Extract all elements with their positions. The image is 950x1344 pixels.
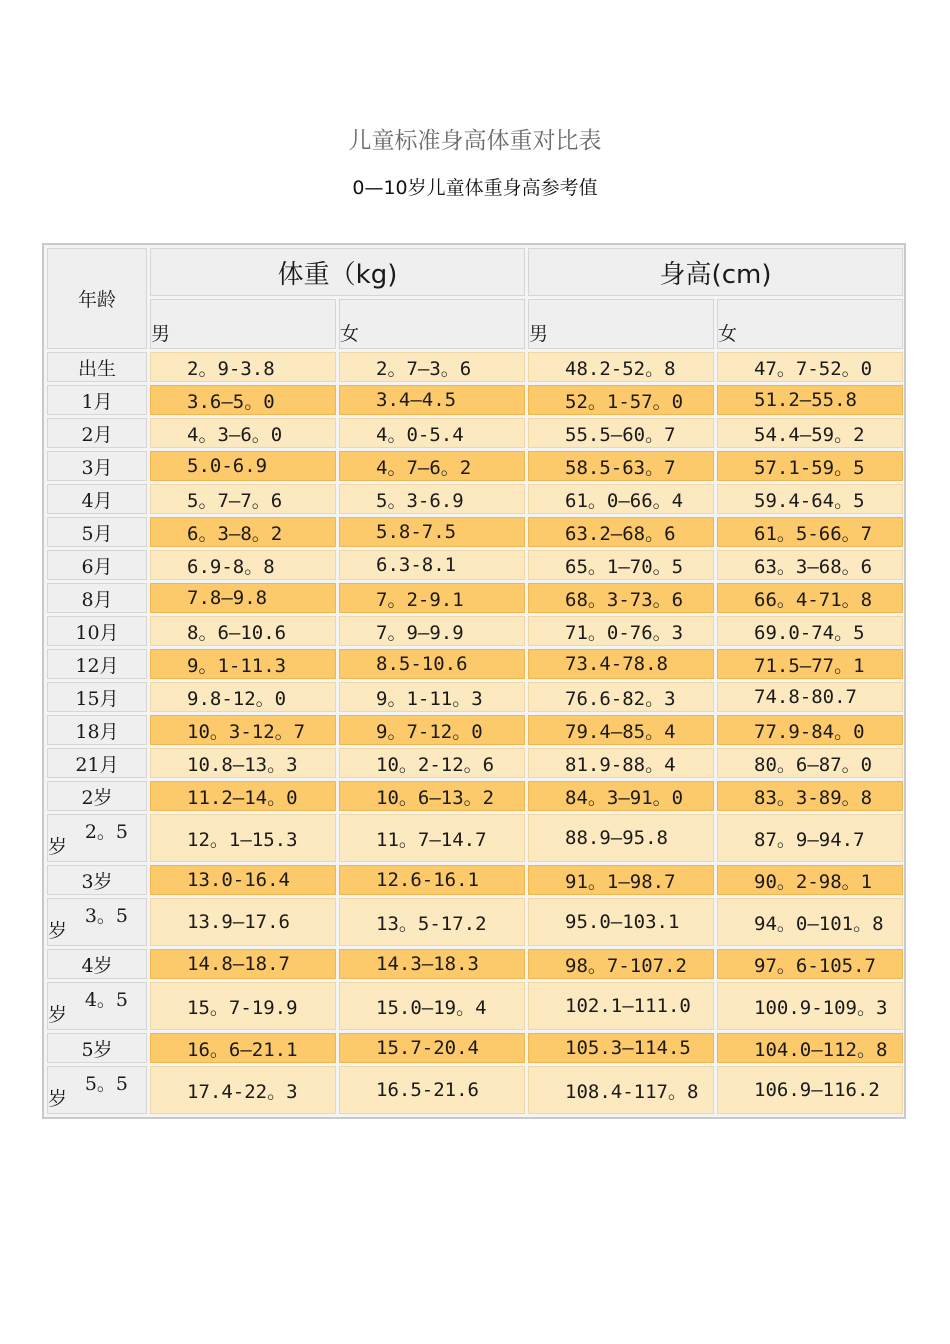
- table-row: [47, 814, 903, 862]
- table-row: [47, 649, 903, 679]
- weight-male-cell: 16。6—21.1: [150, 1033, 336, 1063]
- page-subtitle: 0—10岁儿童体重身高参考值: [352, 177, 598, 199]
- weight-female-cell: 15.0—19。4: [339, 982, 525, 1030]
- height-female-cell: 97。6-105.7: [717, 949, 903, 979]
- weight-female-cell: 4。0-5.4: [339, 418, 525, 448]
- height-female-header: 女: [717, 299, 903, 349]
- table-row: [47, 616, 903, 646]
- height-male-cell: 98。7-107.2: [528, 949, 714, 979]
- weight-male-cell: 11.2—14。0: [150, 781, 336, 811]
- weight-female-cell: 5.8-7.5: [339, 517, 525, 547]
- height-male-cell: 73.4-78.8: [528, 649, 714, 679]
- weight-female-cell: 10。6—13。2: [339, 781, 525, 811]
- weight-male-cell: 17.4-22。3: [150, 1066, 336, 1114]
- weight-female-cell: 7。2-9.1: [339, 583, 525, 613]
- weight-male-cell: 8。6—10.6: [150, 616, 336, 646]
- height-female-cell: 104.0—112。8: [717, 1033, 903, 1063]
- age-cell: 4岁: [47, 949, 147, 979]
- weight-female-cell: 12.6-16.1: [339, 865, 525, 895]
- age-cell: 1月: [47, 385, 147, 415]
- weight-male-cell: 9.8-12。0: [150, 682, 336, 712]
- weight-male-header: 男: [150, 299, 336, 349]
- age-cell: 3月: [47, 451, 147, 481]
- table-body: [47, 352, 903, 1114]
- age-cell: 3岁: [47, 865, 147, 895]
- weight-female-header: 女: [339, 299, 525, 349]
- table-row: [47, 451, 903, 481]
- age-unit: 岁: [48, 1088, 68, 1110]
- weight-male-cell: 4。3—6。0: [150, 418, 336, 448]
- height-male-cell: 108.4-117。8: [528, 1066, 714, 1114]
- height-male-cell: 71。0-76。3: [528, 616, 714, 646]
- height-male-cell: 102.1—111.0: [528, 982, 714, 1030]
- weight-group-header: 体重（kg): [150, 248, 525, 296]
- table-row: [47, 982, 903, 1030]
- weight-male-cell: 13.0-16.4: [150, 865, 336, 895]
- height-female-cell: 61。5-66。7: [717, 517, 903, 547]
- table-row: [47, 748, 903, 778]
- table-row: [47, 385, 903, 415]
- height-female-cell: 77.9-84。0: [717, 715, 903, 745]
- age-cell: [47, 898, 147, 946]
- table-row: [47, 484, 903, 514]
- height-male-cell: 81.9-88。4: [528, 748, 714, 778]
- page-title: 儿童标准身高体重对比表: [348, 128, 602, 154]
- height-female-cell: 69.0-74。5: [717, 616, 903, 646]
- age-unit: 岁: [48, 836, 68, 858]
- height-female-cell: 71.5—77。1: [717, 649, 903, 679]
- weight-male-cell: 6。3—8。2: [150, 517, 336, 547]
- weight-female-cell: 15.7-20.4: [339, 1033, 525, 1063]
- height-female-cell: 74.8-80.7: [717, 682, 903, 712]
- table-row: [47, 949, 903, 979]
- weight-male-cell: 10。3-12。7: [150, 715, 336, 745]
- weight-male-cell: 2。9-3.8: [150, 352, 336, 382]
- table-row: [47, 898, 903, 946]
- height-male-cell: 52。1-57。0: [528, 385, 714, 415]
- table-row: [47, 517, 903, 547]
- age-cell: 18月: [47, 715, 147, 745]
- height-male-cell: 55.5—60。7: [528, 418, 714, 448]
- height-male-header: 男: [528, 299, 714, 349]
- height-male-cell: 76.6-82。3: [528, 682, 714, 712]
- height-male-cell: 68。3-73。6: [528, 583, 714, 613]
- table-row: [47, 715, 903, 745]
- table-row: [47, 865, 903, 895]
- height-female-cell: 94。0—101。8: [717, 898, 903, 946]
- age-cell: 出生: [47, 352, 147, 382]
- height-female-cell: 63。3—68。6: [717, 550, 903, 580]
- age-cell: [47, 1066, 147, 1114]
- height-female-cell: 106.9—116.2: [717, 1066, 903, 1114]
- age-unit: 岁: [48, 920, 68, 942]
- height-male-cell: 48.2-52。8: [528, 352, 714, 382]
- weight-female-cell: 3.4—4.5: [339, 385, 525, 415]
- age-cell: 21月: [47, 748, 147, 778]
- table-row: [47, 1066, 903, 1114]
- table-row: [47, 583, 903, 613]
- weight-male-cell: 13.9—17.6: [150, 898, 336, 946]
- age-cell: [47, 982, 147, 1030]
- height-male-cell: 79.4—85。4: [528, 715, 714, 745]
- height-male-cell: 88.9—95.8: [528, 814, 714, 862]
- table-row: [47, 418, 903, 448]
- height-female-cell: 47。7-52。0: [717, 352, 903, 382]
- weight-female-cell: 11。7—14.7: [339, 814, 525, 862]
- age-column-header: 年龄: [47, 248, 147, 349]
- weight-female-cell: 9。1-11。3: [339, 682, 525, 712]
- height-female-cell: 57.1-59。5: [717, 451, 903, 481]
- age-value: 2。5: [84, 821, 128, 843]
- age-cell: 15月: [47, 682, 147, 712]
- weight-male-cell: 12。1—15.3: [150, 814, 336, 862]
- height-female-cell: 87。9—94.7: [717, 814, 903, 862]
- weight-male-cell: 10.8—13。3: [150, 748, 336, 778]
- age-unit: 岁: [48, 1004, 68, 1026]
- age-value: 4。5: [84, 989, 128, 1011]
- height-male-cell: 61。0—66。4: [528, 484, 714, 514]
- weight-female-cell: 16.5-21.6: [339, 1066, 525, 1114]
- age-cell: 5月: [47, 517, 147, 547]
- weight-female-cell: 14.3—18.3: [339, 949, 525, 979]
- weight-male-cell: 15。7-19.9: [150, 982, 336, 1030]
- age-cell: 5岁: [47, 1033, 147, 1063]
- age-cell: 2岁: [47, 781, 147, 811]
- height-male-cell: 105.3—114.5: [528, 1033, 714, 1063]
- height-female-cell: 100.9-109。3: [717, 982, 903, 1030]
- weight-female-cell: 5。3-6.9: [339, 484, 525, 514]
- height-female-cell: 54.4—59。2: [717, 418, 903, 448]
- age-value: 3。5: [84, 905, 128, 927]
- age-cell: 4月: [47, 484, 147, 514]
- weight-male-cell: 7.8—9.8: [150, 583, 336, 613]
- height-male-cell: 65。1—70。5: [528, 550, 714, 580]
- table-row: [47, 1033, 903, 1063]
- weight-male-cell: 9。1-11.3: [150, 649, 336, 679]
- height-male-cell: 95.0—103.1: [528, 898, 714, 946]
- height-female-cell: 66。4-71。8: [717, 583, 903, 613]
- age-cell: [47, 814, 147, 862]
- weight-male-cell: 5.0-6.9: [150, 451, 336, 481]
- age-cell: 8月: [47, 583, 147, 613]
- weight-female-cell: 13。5-17.2: [339, 898, 525, 946]
- table-row: [47, 550, 903, 580]
- weight-male-cell: 5。7—7。6: [150, 484, 336, 514]
- age-cell: 12月: [47, 649, 147, 679]
- age-cell: 6月: [47, 550, 147, 580]
- weight-female-cell: 6.3-8.1: [339, 550, 525, 580]
- table-row: [47, 352, 903, 382]
- age-value: 5。5: [84, 1073, 128, 1095]
- height-male-cell: 63.2—68。6: [528, 517, 714, 547]
- weight-female-cell: 4。7—6。2: [339, 451, 525, 481]
- height-male-cell: 84。3—91。0: [528, 781, 714, 811]
- height-female-cell: 51.2—55.8: [717, 385, 903, 415]
- reference-table: [42, 243, 906, 1119]
- table-row: [47, 781, 903, 811]
- height-female-cell: 59.4-64。5: [717, 484, 903, 514]
- height-weight-table: [44, 245, 906, 1117]
- weight-male-cell: 14.8—18.7: [150, 949, 336, 979]
- height-male-cell: 91。1—98.7: [528, 865, 714, 895]
- age-cell: 10月: [47, 616, 147, 646]
- table-row: [47, 682, 903, 712]
- weight-female-cell: 10。2-12。6: [339, 748, 525, 778]
- age-cell: 2月: [47, 418, 147, 448]
- weight-female-cell: 7。9—9.9: [339, 616, 525, 646]
- height-female-cell: 83。3-89。8: [717, 781, 903, 811]
- weight-male-cell: 6.9-8。8: [150, 550, 336, 580]
- height-female-cell: 90。2-98。1: [717, 865, 903, 895]
- height-group-header: 身高(cm): [528, 248, 903, 296]
- weight-male-cell: 3.6—5。0: [150, 385, 336, 415]
- weight-female-cell: 2。7—3。6: [339, 352, 525, 382]
- weight-female-cell: 8.5-10.6: [339, 649, 525, 679]
- weight-female-cell: 9。7-12。0: [339, 715, 525, 745]
- height-female-cell: 80。6—87。0: [717, 748, 903, 778]
- height-male-cell: 58.5-63。7: [528, 451, 714, 481]
